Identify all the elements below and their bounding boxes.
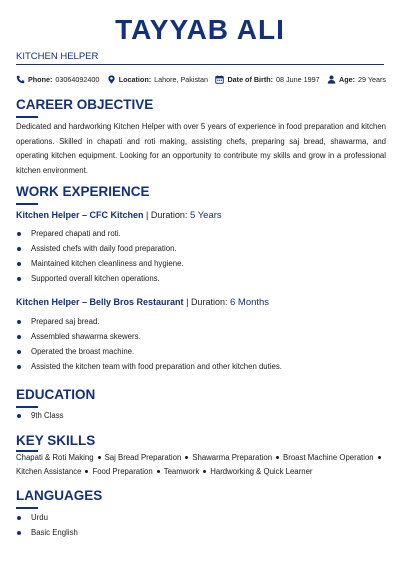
skill-item: Kitchen Assistance <box>16 466 82 476</box>
bullet-icon <box>17 414 21 418</box>
contact-row <box>16 75 386 84</box>
skills-list <box>16 451 388 478</box>
bullet-icon <box>203 470 206 473</box>
education-list <box>16 408 64 423</box>
list-item-text: Basic English <box>31 528 78 537</box>
list-item <box>16 256 184 271</box>
job-duties-bellybros <box>16 314 282 374</box>
bullet-icon <box>17 277 21 281</box>
bullet-icon <box>17 531 21 535</box>
list-item <box>16 408 64 423</box>
contact-location <box>107 75 208 84</box>
contact-dob-value: 08 June 1997 <box>276 75 320 84</box>
objective-text: Dedicated and hardworking Kitchen Helper with over 5 years of experience in food preparation and kitchen operations. Skilled in chapati and roti making, assisting chefs, preparing saj bread, shawarma, and operating kitchen equipment. Looking for an opportunity to contribute my skills and grow in a professional kitchen environment. <box>16 122 386 175</box>
list-item <box>16 241 184 256</box>
skill-item: Teamwork <box>163 466 200 476</box>
calendar-icon <box>215 75 224 84</box>
section-underline <box>16 203 38 205</box>
list-item-text: Prepared chapati and roti. <box>31 229 121 238</box>
bullet-icon <box>17 365 21 369</box>
list-item <box>16 329 282 344</box>
bullet-icon <box>17 350 21 354</box>
list-item-text: Prepared saj bread. <box>31 317 100 326</box>
bullet-icon <box>157 470 160 473</box>
contact-age-value: 29 Years <box>358 75 386 84</box>
bullet-icon <box>17 516 21 520</box>
bullet-icon <box>17 335 21 339</box>
job-title: KITCHEN HELPER <box>16 51 99 62</box>
section-underline <box>16 507 38 509</box>
list-item-text: Supported overall kitchen operations. <box>31 274 160 283</box>
contact-phone <box>16 75 99 84</box>
job-role: Kitchen Helper – Belly Bros Restaurant <box>16 297 184 307</box>
bullet-icon <box>17 247 21 251</box>
contact-dob-label: Date of Birth: <box>227 75 274 84</box>
phone-icon <box>16 75 25 84</box>
header-divider <box>16 64 384 65</box>
job-separator: | <box>146 210 149 220</box>
section-title-objective: CAREER OBJECTIVE <box>16 97 154 112</box>
list-item-text: 9th Class <box>31 411 64 420</box>
contact-dob <box>215 75 319 84</box>
list-item <box>16 344 282 359</box>
contact-location-label: Location: <box>118 75 152 84</box>
job-header-bellybros <box>16 297 269 308</box>
list-item-text: Urdu <box>31 513 48 522</box>
list-item-text: Assisted chefs with daily food preparation. <box>31 244 177 253</box>
skill-item: Saj Bread Preparation <box>104 453 182 462</box>
contact-age <box>327 75 386 84</box>
list-item <box>16 314 282 329</box>
section-title-education: EDUCATION <box>16 387 96 402</box>
list-item-text: Assembled shawarma skewers. <box>31 332 141 341</box>
contact-location-value: Lahore, Pakistan <box>154 75 209 84</box>
job-duration-label: Duration: <box>190 297 228 307</box>
job-header-cfc <box>16 210 222 221</box>
list-item <box>16 271 184 286</box>
list-item <box>16 510 78 525</box>
skill-item: Shawarma Preparation <box>192 453 273 462</box>
skill-item: Broast Machine Operation <box>283 453 374 462</box>
bullet-icon <box>378 456 381 459</box>
section-title-languages: LANGUAGES <box>16 488 103 503</box>
person-icon <box>327 75 336 84</box>
job-duration: 6 Months <box>229 297 270 308</box>
section-title-skills: KEY SKILLS <box>16 433 96 448</box>
section-underline <box>16 116 38 118</box>
location-pin-icon <box>107 75 116 84</box>
job-duration: 5 Years <box>189 210 222 221</box>
languages-list <box>16 510 78 540</box>
list-item-text: Maintained kitchen cleanliness and hygiene. <box>31 259 184 268</box>
bullet-icon <box>17 320 21 324</box>
list-item-text: Operated the broast machine. <box>31 347 135 356</box>
bullet-icon <box>17 232 21 236</box>
job-duties-cfc <box>16 226 184 286</box>
contact-phone-value: 03064092400 <box>55 75 100 84</box>
bullet-icon <box>98 456 101 459</box>
contact-age-label: Age: <box>339 75 355 84</box>
skill-item: Chapati & Roti Making <box>16 453 94 462</box>
bullet-icon <box>17 262 21 266</box>
list-item-text: Assisted the kitchen team with food preparation and other kitchen duties. <box>31 362 282 371</box>
bullet-icon <box>85 470 88 473</box>
list-item <box>16 359 282 374</box>
job-separator: | <box>186 297 189 307</box>
skill-item: Food Preparation <box>92 466 153 476</box>
job-role: Kitchen Helper – CFC Kitchen <box>16 210 144 220</box>
list-item <box>16 226 184 241</box>
candidate-name: TAYYAB ALI <box>115 14 285 45</box>
section-title-experience: WORK EXPERIENCE <box>16 184 150 199</box>
bullet-icon <box>185 456 188 459</box>
skill-item: Hardworking & Quick Learner <box>210 466 313 476</box>
job-duration-label: Duration: <box>150 210 188 220</box>
bullet-icon <box>276 456 279 459</box>
list-item <box>16 525 78 540</box>
contact-phone-label: Phone: <box>28 75 53 84</box>
